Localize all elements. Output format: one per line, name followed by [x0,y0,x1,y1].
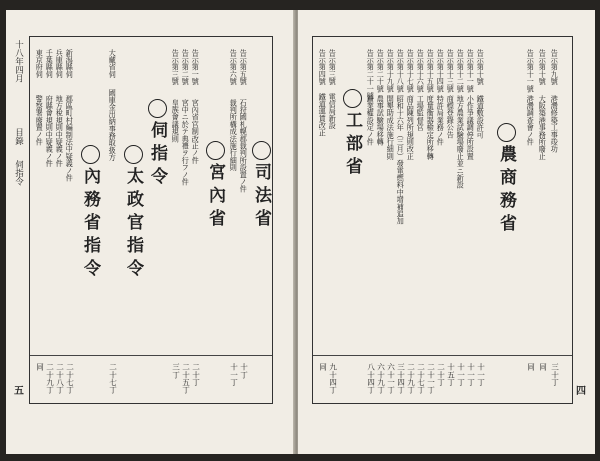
entry-date: 十一丁 [476,363,486,386]
entry-text: 宮內省官制改正ノ件 [191,99,201,164]
entry-no: 告示第六號 [229,49,239,85]
entry-text: 石狩國札幌郡裁判所設置ノ件 [239,99,249,193]
entry-no: 告示第一號 [191,49,201,85]
entry-text: 特許局業務ノ件 [436,95,446,146]
entry-no: 告示第十六號 [416,49,426,93]
entry-no: 告示第十一號 [466,49,476,93]
entry-no: 告示第二號 [181,49,191,85]
entry-no: 告示第十七號 [406,49,416,93]
entry-no: 新潟縣伺 [65,49,75,78]
date-column-rule [30,355,272,356]
running-header-label: 伺指令 [13,160,24,186]
entry-date: 十丁 [239,363,249,379]
entry-text: 商品陳列所規則改正 [406,95,416,160]
running-header-date: 十八年四月 [13,40,24,83]
entry-date: 同 [318,363,328,371]
entry-text: 國庫金出納事務取扱方 [108,89,118,161]
entry-date: 十五丁 [446,363,456,386]
entry-no: 告示第三號 [171,49,181,85]
entry-text: 鐵道敷設許可 [476,95,486,139]
entry-date: 二十九丁 [406,363,416,394]
date-column-rule [313,355,572,356]
section-circle-mark [343,89,362,108]
entry-date: 十一丁 [229,363,239,386]
entry-text: 鑛業權設定ノ件 [366,95,376,146]
entry-no: 告示第十八號 [396,49,406,93]
entry-no: 兵庫縣伺 [55,49,65,78]
section-heading: 宮內省 [205,163,225,232]
entry-date: 同 [35,363,45,371]
entry-date: 同 [526,363,536,371]
entry-date: 八十四丁 [366,363,376,394]
section-heading: 工部省 [342,111,362,180]
entry-no: 東京府伺 [35,49,45,78]
section-circle-mark [497,123,516,142]
section-heading: 農商務省 [496,145,516,237]
entry-no: 千葉縣伺 [45,49,55,78]
entry-no: 告示第十四號 [436,49,446,93]
entry-date: 二十丁 [191,363,201,386]
entry-date: 二十五丁 [181,363,191,394]
entry-date: 三丁 [171,363,181,379]
entry-text: 鐵道運賃改正 [318,93,328,137]
entry-text: 農事試驗場移轉 [376,95,386,146]
entry-text: 警察署廢置ノ件 [35,95,45,146]
right-page [298,10,595,454]
entry-no: 告示第二十號 [376,49,386,93]
entry-text: 開墾助成法施行細則 [386,95,396,160]
entry-date: 九十四丁 [328,363,338,394]
entry-no: 告示第四號 [318,49,328,85]
left-page [6,10,295,454]
entry-text: 府縣會規則中疑義ノ件 [45,95,55,167]
entry-no: 告示第十號 [476,49,486,85]
entry-no: 告示第十三號 [446,49,456,93]
entry-no: 告示第三號 [328,49,338,85]
entry-no: 告示第十二號 [456,49,466,93]
right-page-frame [312,36,573,404]
entry-no: 大藏省伺 [108,49,118,78]
entry-text: 度量衡器檢定所移轉 [426,95,436,160]
entry-date: 六十九丁 [376,363,386,394]
entry-text: 港灣調查會ノ件 [526,95,536,146]
section-heading: 司法省 [251,163,271,232]
entry-text: 商標登錄公告 [446,95,456,139]
section-circle-mark [148,99,167,118]
entry-no: 告示第十九號 [386,49,396,93]
section-heading: 伺指令 [147,121,167,190]
section-circle-mark [124,145,143,164]
entry-no: 告示第九號 [550,49,560,85]
running-header-label: 目錄 [13,128,24,145]
entry-text: 大阪築港事務所廢止 [538,95,548,160]
section-circle-mark [252,141,271,160]
page-number: 五 [14,386,24,397]
entry-no: 告示第十一號 [526,49,536,93]
section-circle-mark [81,145,100,164]
entry-no: 告示第五號 [239,49,249,85]
section-heading: 內務省指令 [80,167,100,282]
entry-date: 二十丁 [436,363,446,386]
entry-no: 告示第十號 [538,49,548,85]
entry-date: 十一丁 [466,363,476,386]
entry-text: 裁判所構成法施行細則 [229,99,239,171]
entry-text: 地方農業試驗場廢止並ニ新設 [456,95,466,189]
entry-text: 電信局新設 [328,93,338,129]
entry-date: 二十七丁 [416,363,426,394]
entry-date: 三十四丁 [396,363,406,394]
section-heading: 太政官指令 [123,167,143,282]
entry-date: 二十七丁 [108,363,118,394]
entry-text: 港灣修築工事竣功 [550,95,560,153]
entry-date: 十一丁 [456,363,466,386]
entry-text: 工場監督官 [416,95,426,131]
section-circle-mark [206,141,225,160]
entry-date: 二十八丁 [55,363,65,394]
entry-no: 告示第十五號 [426,49,436,93]
entry-date: 六十一丁 [386,363,396,394]
entry-text: 昭和十六年（三月）發電燃料中增補追加 [396,95,406,225]
entry-date: 同 [538,363,548,371]
entry-date: 二十七丁 [65,363,75,394]
entry-text: 地方稅規則中疑義ノ件 [55,95,65,167]
entry-date: 三十丁 [550,363,560,386]
entry-no: 告示第二十一號 [366,49,376,100]
page-number: 四 [576,386,586,397]
entry-date: 二十九丁 [45,363,55,394]
entry-date: 二十一丁 [426,363,436,394]
entry-text: 郡區町村編制法中疑義ノ件 [65,95,75,182]
entry-text: 宮中ニ於テ典禮ヲ行フノ件 [181,99,191,186]
entry-text: 小作爭議調停所設置 [466,95,476,160]
left-page-frame [29,36,273,404]
entry-text: 皇族會議規則 [171,99,181,143]
